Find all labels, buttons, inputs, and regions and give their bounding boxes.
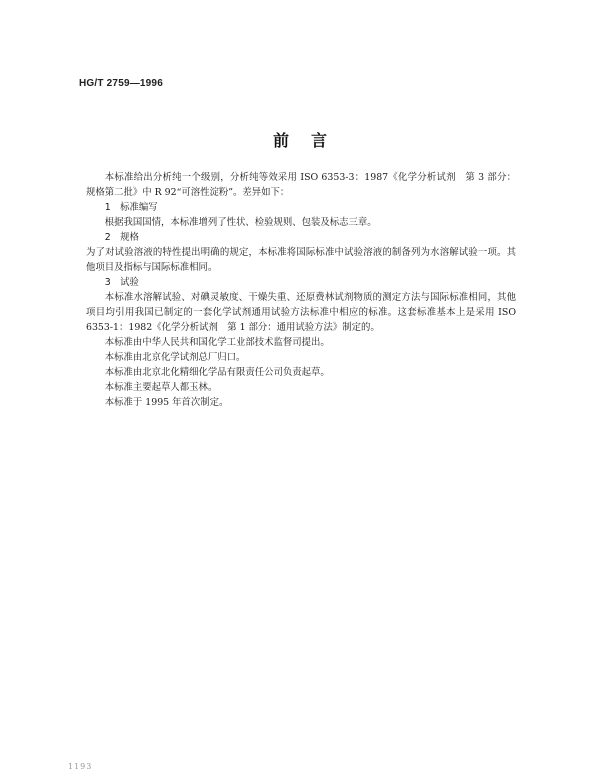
page-number-fragment: 1193 bbox=[68, 763, 93, 771]
proposer-statement: 本标准由中华人民共和国化学工业部技术监督司提出。 bbox=[104, 337, 330, 348]
section-heading-writing: 1 标准编写 bbox=[104, 202, 158, 213]
preface-body bbox=[86, 170, 516, 410]
drafter-organization-statement: 本标准由北京北化精细化学品有限责任公司负责起草。 bbox=[104, 367, 330, 378]
drafter-person-statement: 本标准主要起草人都玉林。 bbox=[104, 382, 218, 393]
page-title: 前言 bbox=[272, 131, 349, 150]
specification-paragraph: 为了对试验溶液的特性提出明确的规定，本标准将国际标准中试验溶液的制备列为水溶解试验一项。其他项目及指标与国际标准相同。 bbox=[86, 247, 516, 273]
management-statement: 本标准由北京化学试剂总厂归口。 bbox=[104, 352, 246, 363]
intro-paragraph: 本标准给出分析纯一个级别，分析纯等效采用 ISO 6353-3：1987《化学分析试剂 第 3 部分：规格第二批》中 R 92“可溶性淀粉”。差异如下： bbox=[86, 172, 516, 198]
section-heading-specification: 2 规格 bbox=[104, 232, 139, 243]
first-issued-statement: 本标准于 1995 年首次制定。 bbox=[104, 397, 229, 408]
testing-paragraph: 本标准水溶解试验、对碘灵敏度、干燥失重、还原费林试剂物质的测定方法与国际标准相同，其他项目均引用我国已制定的一套化学试剂通用试验方法标准中相应的标准。这套标准基本上是采用 ISO 6353-1：1982《化学分析试剂 第 1 部分：通用试验方法》制定的。 bbox=[86, 292, 516, 333]
section-heading-testing: 3 试验 bbox=[104, 277, 139, 288]
writing-paragraph: 根据我国国情，本标准增列了性状、检验规则、包装及标志三章。 bbox=[104, 217, 377, 228]
standard-code: HG/T 2759—1996 bbox=[79, 78, 163, 89]
